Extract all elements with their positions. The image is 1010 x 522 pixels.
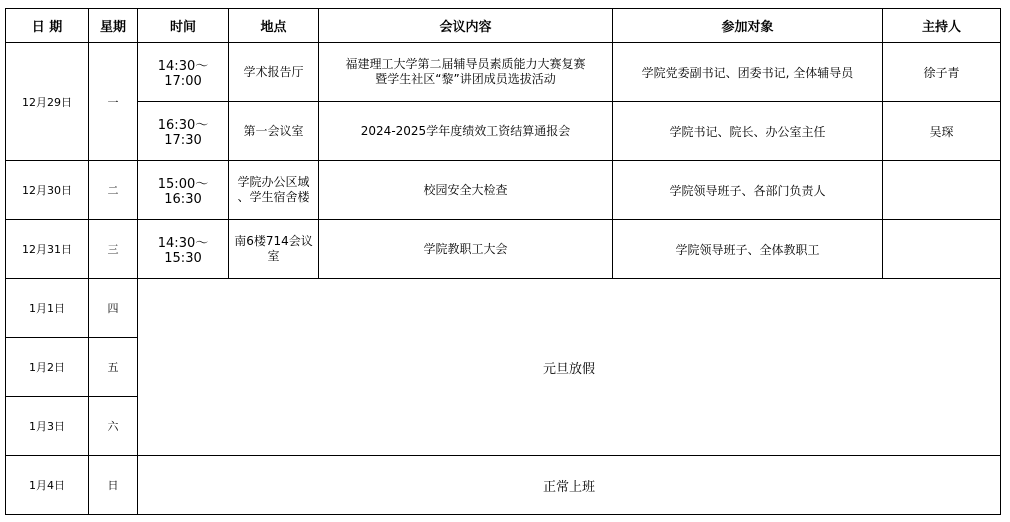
attendees-cell: 学院书记、院长、办公室主任: [613, 102, 883, 161]
table-row: [6, 161, 1001, 220]
header-location: 地点: [229, 9, 319, 43]
attendees-cell: 学院领导班子、全体教职工: [613, 220, 883, 279]
content-cell: 2024-2025学年度绩效工资结算通报会: [319, 102, 613, 161]
meeting-schedule-table: [5, 8, 1001, 515]
header-time: 时间: [138, 9, 229, 43]
time-cell: 14:30～15:30: [138, 220, 229, 279]
header-date: 日 期: [6, 9, 89, 43]
location-line: 学院办公区域: [237, 175, 310, 189]
host-cell: 徐子青: [883, 43, 1001, 102]
weekday-cell: 五: [89, 338, 138, 397]
header-row: [6, 9, 1001, 43]
content-cell: [319, 43, 613, 102]
table-row: [6, 43, 1001, 102]
time-cell: 15:00～16:30: [138, 161, 229, 220]
location-line: 南6楼714会议: [234, 234, 313, 248]
date-cell: 12月30日: [6, 161, 89, 220]
time-cell: 14:30～17:00: [138, 43, 229, 102]
content-cell: 学院教职工大会: [319, 220, 613, 279]
time-cell: 16:30～17:30: [138, 102, 229, 161]
content-line: 福建理工大学第二届辅导员素质能力大赛复赛: [345, 57, 586, 71]
content-line: 暨学生社区“黎”讲团成员选拔活动: [375, 72, 556, 86]
table-row: [6, 220, 1001, 279]
host-cell: 吴琛: [883, 102, 1001, 161]
holiday-cell: 元旦放假: [138, 279, 1001, 456]
location-line: 、学生宿舍楼: [237, 190, 310, 204]
location-cell: 学术报告厅: [229, 43, 319, 102]
table-row: [6, 279, 1001, 338]
content-cell: 校园安全大检查: [319, 161, 613, 220]
header-content: 会议内容: [319, 9, 613, 43]
weekday-cell: 一: [89, 43, 138, 161]
location-line: 室: [267, 249, 280, 263]
attendees-cell: 学院领导班子、各部门负责人: [613, 161, 883, 220]
header-host: 主持人: [883, 9, 1001, 43]
date-cell: 12月29日: [6, 43, 89, 161]
weekday-cell: 日: [89, 456, 138, 515]
header-weekday: 星期: [89, 9, 138, 43]
host-cell: [883, 161, 1001, 220]
location-cell: [229, 220, 319, 279]
location-cell: 第一会议室: [229, 102, 319, 161]
attendees-cell: 学院党委副书记、团委书记, 全体辅导员: [613, 43, 883, 102]
weekday-cell: 四: [89, 279, 138, 338]
table-row: [6, 102, 1001, 161]
weekday-cell: 二: [89, 161, 138, 220]
host-cell: [883, 220, 1001, 279]
normal-work-cell: 正常上班: [138, 456, 1001, 515]
weekday-cell: 六: [89, 397, 138, 456]
date-cell: 1月4日: [6, 456, 89, 515]
table-row: [6, 456, 1001, 515]
date-cell: 1月2日: [6, 338, 89, 397]
header-attendees: 参加对象: [613, 9, 883, 43]
weekday-cell: 三: [89, 220, 138, 279]
date-cell: 1月1日: [6, 279, 89, 338]
date-cell: 12月31日: [6, 220, 89, 279]
date-cell: 1月3日: [6, 397, 89, 456]
location-cell: [229, 161, 319, 220]
